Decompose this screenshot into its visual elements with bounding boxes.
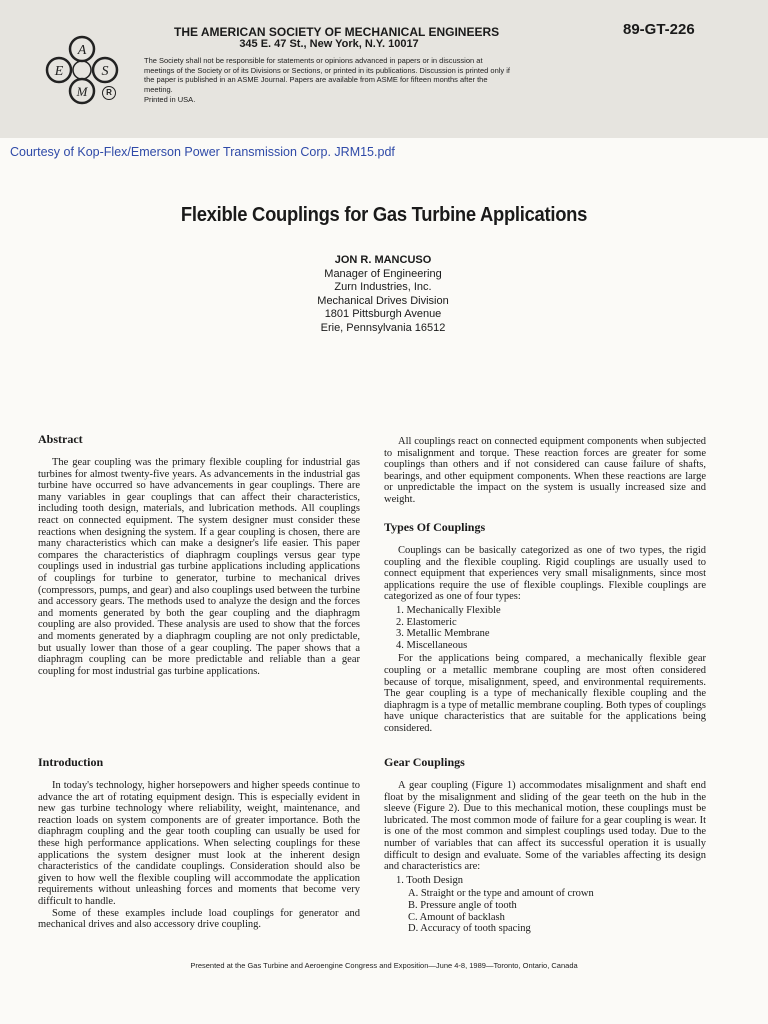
gear-couplings-section (384, 755, 706, 937)
types-paragraph: Couplings can be basically categorized as one of two types, the rigid coupling and the flexible coupling. Rigid couplings are usually used to connect equipment that experiences very small misalignments, since most applications require the use of flexible couplings. Flexible couplings are categorized as one of four types: (384, 545, 706, 603)
logo-letter: S (101, 64, 109, 79)
gear-couplings-paragraph: A gear coupling (Figure 1) accommodates misalignment and shaft end float by the misalignment and sliding of the gear teeth on the hub in the sleeve (Figure 2). Due to this mechanical motion, these couplings must be lubricated. The most common mode of failure for a gear coupling is wear. It is one of the most common and simplest couplings used today. Due to the number of variables that can affect its successful operation it is usually difficult to design and evaluate. Some of the variables affecting its design and characteristics are: (384, 780, 706, 873)
types-heading: Types Of Couplings (384, 520, 486, 534)
author-company: Zurn Industries, Inc. (334, 281, 432, 293)
society-name: THE AMERICAN SOCIETY OF MECHANICAL ENGINEERS (174, 25, 500, 39)
types-paragraph: For the applications being compared, a mechanically flexible gear coupling or a metallic membrane coupling are most often considered because of torque, misalignment, speed, and environmental requirements. The gear coupling is a type of mechanically flexible coupling and the diaphragm is a type of metallic membrane coupling. Both types of couplings have unique characteristics that are suitable for the applications being considered. (384, 653, 706, 734)
coupling-types-list (384, 605, 706, 651)
registered-mark: R (102, 86, 116, 100)
author-position: Manager of Engineering (324, 267, 442, 280)
abstract-section (38, 432, 360, 677)
list-item: B. Pressure angle of tooth (408, 899, 517, 911)
paper-title: Flexible Couplings for Gas Turbine Applications (180, 204, 588, 226)
author-street: 1801 Pittsburgh Avenue (324, 308, 442, 320)
introduction-section (38, 755, 360, 931)
author-block (258, 254, 508, 335)
conference-footer: Presented at the Gas Turbine and Aeroengine Congress and Exposition—June 4-8, 1989—Toronto, Ontario, Canada (190, 961, 578, 970)
author-city: Erie, Pennsylvania 16512 (320, 321, 446, 334)
logo-letter: A (77, 43, 87, 58)
list-item: 1. Mechanically Flexible (396, 604, 501, 616)
gear-couplings-heading: Gear Couplings (384, 755, 465, 769)
disclaimer: The Society shall not be responsible for statements or opinions advanced in papers or in discussion at meetings of the Society or of its Divisions or Sections, or printed in its publications. Discussion is printed only if the paper is published in an ASME Journal. Papers are available from ASME for fifteen months after the meeting. (144, 56, 510, 94)
introduction-paragraph: In today's technology, higher horsepowers and higher speeds continue to advance the art of rotating equipment design. This is especially evident in new gas turbine technology where reliability, weight, maintenance, and reaction loads on system components are of greater importance. Both the diaphragm coupling and the gear tooth coupling can usually be used for these high performance applications. When selecting couplings for these applications the system designer must look at the inherent design characteristics of the candidate couplings. Consideration should also be given to how well the flexible coupling will accommodate the application requirements without unleashing forces and moments that become very difficult to handle. (38, 780, 360, 907)
list-item: 2. Elastomeric (396, 616, 457, 628)
right-intro-paragraph: All couplings react on connected equipment components when subjected to misalignment and torque. These reaction forces are greater for some couplings than others and if not considered can cause failure of shafts, bearings, and other equipment components. When these reactions are large or unpredictable the impact on the system is usually increased size and weight. (384, 436, 706, 505)
introduction-paragraph: Some of these examples include load couplings for generator and mechanical drives and also accessory drive coupling. (38, 907, 360, 931)
list-item: 3. Metallic Membrane (396, 628, 490, 640)
printed-in: Printed in USA. (144, 95, 196, 104)
paper-number: 89-GT-226 (623, 21, 695, 38)
list-item: A. Straight or the type and amount of crown (408, 888, 594, 900)
right-intro-section (384, 436, 706, 506)
abstract-heading: Abstract (38, 432, 83, 446)
tooth-design-sublist (384, 888, 706, 934)
introduction-heading: Introduction (38, 755, 104, 769)
tooth-design-list (384, 875, 706, 887)
author-name: JON R. MANCUSO (334, 254, 432, 266)
list-item: D. Accuracy of tooth spacing (408, 923, 531, 935)
author-division: Mechanical Drives Division (317, 294, 449, 307)
types-section (384, 520, 706, 735)
list-item: 4. Miscellaneous (396, 639, 468, 651)
abstract-text: The gear coupling was the primary flexible coupling for industrial gas turbines for almost twenty-five years. As advancements in the industrial gas turbine have occurred so have advancements in gear couplings. There are many variables in gear couplings that can affect their characteristics, including tooth design, materials, and lubrication methods. All couplings react on connected equipment. The system designer must consider these reactions when designing the system. If a gear coupling is chosen, there are many characteristics which can make a designer's life easier. This paper compares the characteristics of diaphragm couplings versus gear type couplings used in industrial gas turbine applications including applications of couplings for turbine to generator, turbine to mechanical drives (compressors, pumps, and gear) and also couplings used between the turbine and accessory gears. The methods used to analyze the design and the forces and moments generated by both the gear coupling and the diaphragm coupling are also provided. These analysis are used to show that the forces and moments generated by a diaphragm coupling are not only predictable, but usually lower than those of a gear coupling. The paper shows that a diaphragm coupling can be more predictable and reliable than a gear coupling for most industrial gas turbine applications. (38, 457, 360, 677)
list-item: 1. Tooth Design (396, 874, 464, 886)
list-item: C. Amount of backlash (408, 911, 505, 923)
logo-letter: M (76, 84, 88, 99)
society-address: 345 E. 47 St., New York, N.Y. 10017 (239, 38, 419, 50)
courtesy-line: Courtesy of Kop-Flex/Emerson Power Transmission Corp. JRM15.pdf (10, 145, 395, 159)
logo-letter: E (54, 64, 64, 79)
